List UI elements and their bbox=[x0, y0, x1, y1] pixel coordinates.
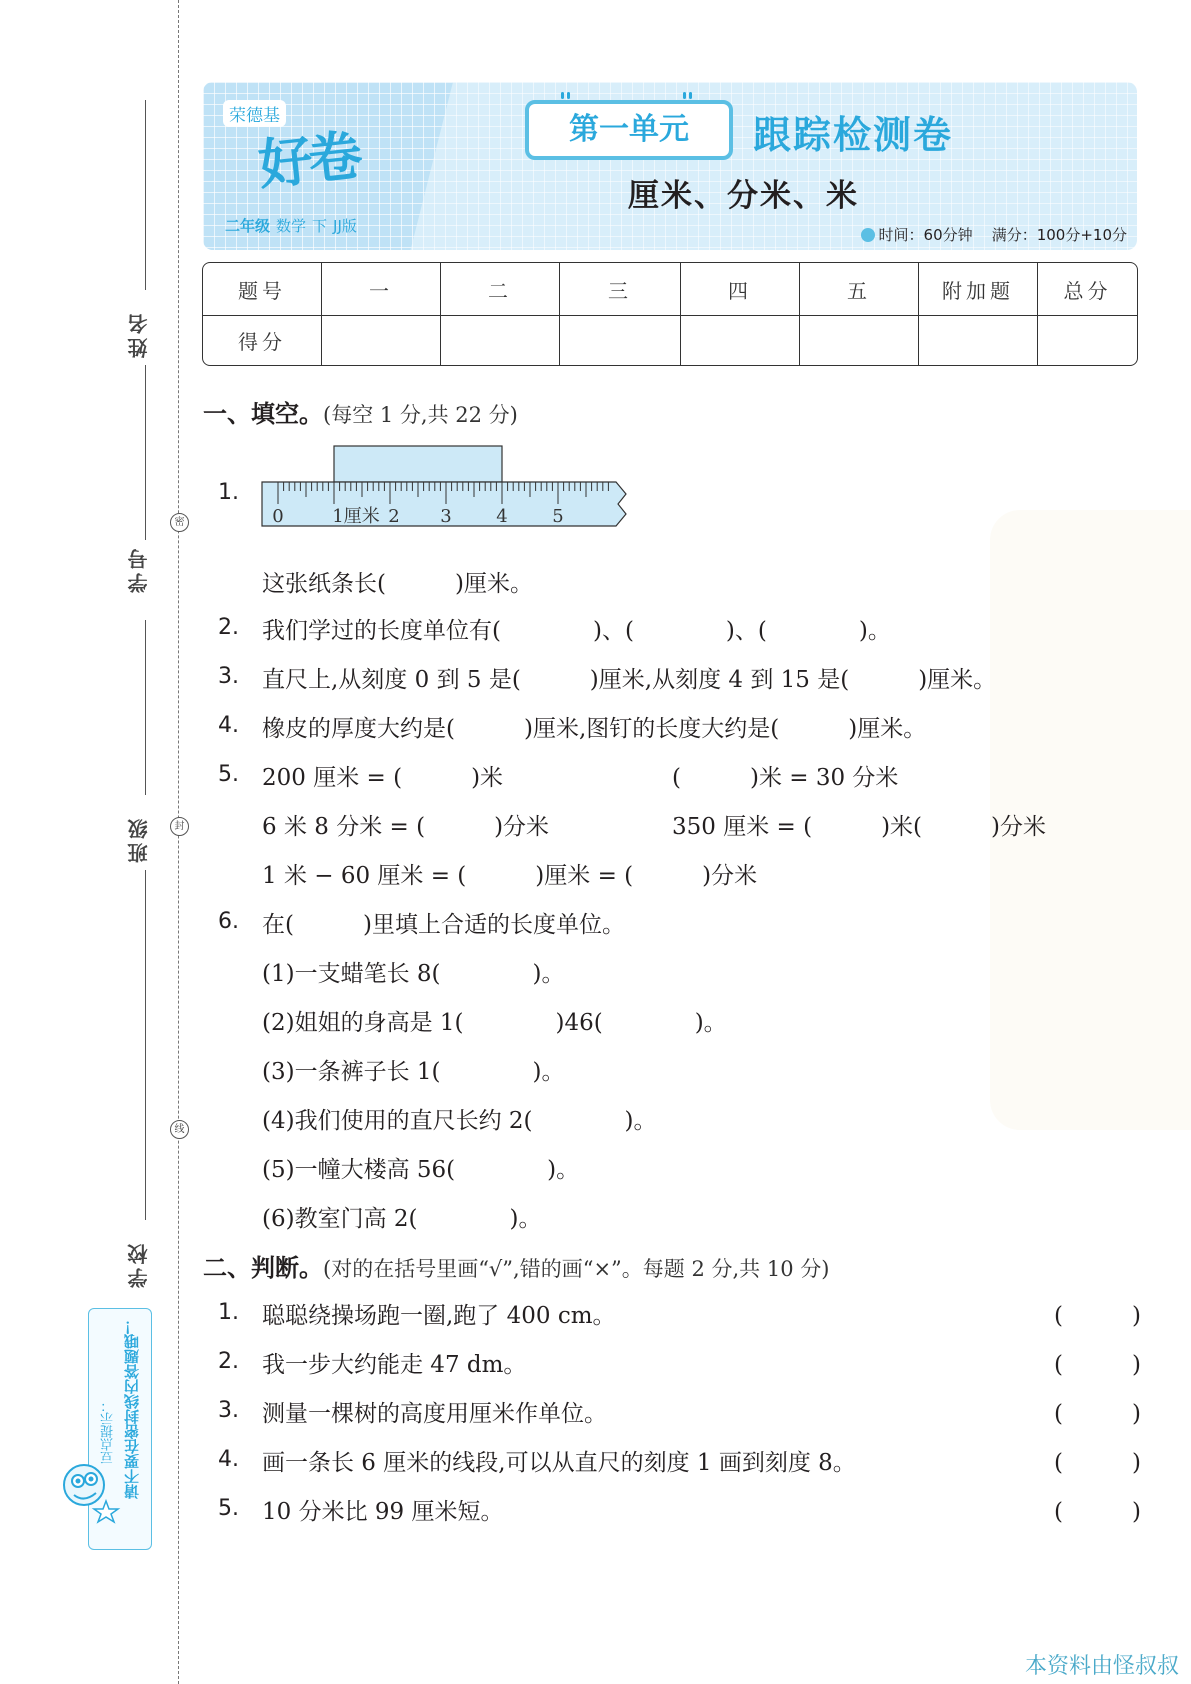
header-cell: 附加题 bbox=[919, 263, 1038, 316]
score-cell[interactable] bbox=[560, 316, 681, 365]
brand-name: 荣德基 bbox=[223, 100, 286, 127]
section-2-note: (对的在括号里画“√”,错的画“×”。每题 2 分,共 10 分) bbox=[323, 1257, 830, 1281]
class-field-line bbox=[145, 620, 146, 795]
q6-item-1: (1)一支蜡笔长 8( )。 bbox=[262, 961, 565, 987]
section-1-heading bbox=[203, 394, 518, 429]
ruler-label-3: 3 bbox=[440, 506, 452, 527]
seal-line bbox=[178, 0, 179, 1684]
class-field-label: 班级 bbox=[127, 815, 151, 863]
student-id-field-line bbox=[145, 365, 146, 540]
ruler-label-2: 2 bbox=[388, 506, 400, 527]
q6-item-5: (5)一幢大楼高 56( )。 bbox=[262, 1157, 580, 1183]
header-cell: 四 bbox=[681, 263, 800, 316]
score-cell[interactable] bbox=[441, 316, 560, 365]
q5-part-e: 1 米 − 60 厘米 = ( )厘米 = ( )分米 bbox=[262, 863, 758, 889]
q1-number: 1. bbox=[218, 480, 239, 505]
header-cell: 二 bbox=[441, 263, 560, 316]
q6-item-3: (3)一条裤子长 1( )。 bbox=[262, 1059, 565, 1085]
mascot-icon bbox=[56, 1455, 126, 1525]
grade-info bbox=[225, 215, 363, 236]
judge-3-answer[interactable]: ( ) bbox=[1054, 1401, 1141, 1427]
score-cell[interactable] bbox=[681, 316, 800, 365]
q2-number: 2. bbox=[218, 615, 239, 640]
section-1-note: (每空 1 分,共 22 分) bbox=[323, 403, 518, 427]
score-table bbox=[202, 262, 1138, 366]
q6-text: 在( )里填上合适的长度单位。 bbox=[262, 912, 625, 938]
unit-text: 第一单元 bbox=[569, 112, 689, 147]
score-cell[interactable] bbox=[1038, 316, 1137, 365]
seal-feng-icon: 封 bbox=[170, 817, 189, 836]
tip-title: 豆点提示： bbox=[101, 1399, 116, 1464]
section-2-title: 二、判断。 bbox=[203, 1254, 323, 1282]
q1-text: 这张纸条长( )厘米。 bbox=[262, 571, 533, 597]
tip-text: 请不要在密封线内答题哦！ bbox=[123, 1319, 141, 1499]
full-score: 满分：100分+10分 bbox=[991, 226, 1127, 244]
footer-watermark: 本资料由怪叔叔 bbox=[1024, 1654, 1179, 1679]
ruler-diagram bbox=[260, 444, 632, 540]
q6-item-2: (2)姐姐的身高是 1( )46( )。 bbox=[262, 1010, 727, 1036]
judge-1-text: 聪聪绕操场跑一圈,跑了 400 cm。 bbox=[262, 1303, 616, 1329]
name-field-line bbox=[145, 100, 146, 290]
header-cell: 总分 bbox=[1038, 263, 1137, 316]
judge-5-number: 5. bbox=[218, 1496, 239, 1521]
q3-number: 3. bbox=[218, 664, 239, 689]
seal-xian-icon: 线 bbox=[170, 1120, 189, 1139]
q2-text: 我们学过的长度单位有( )、( )、( )。 bbox=[262, 618, 891, 644]
brand-logo: 好卷 bbox=[255, 123, 362, 198]
q6-item-4: (4)我们使用的直尺长约 2( )。 bbox=[262, 1108, 657, 1134]
grade-edition: JJ版 bbox=[333, 217, 357, 235]
q6-item-6: (6)教室门高 2( )。 bbox=[262, 1206, 542, 1232]
q3-text: 直尺上,从刻度 0 到 5 是( )厘米,从刻度 4 到 15 是( )厘米。 bbox=[262, 667, 997, 693]
q5-part-c: 6 米 8 分米 = ( )分米 bbox=[262, 814, 550, 840]
grade-level: 二年级 bbox=[225, 217, 271, 235]
q5-number: 5. bbox=[218, 762, 239, 787]
score-cell[interactable] bbox=[322, 316, 441, 365]
q5-part-d: 350 厘米 = ( )米( )分米 bbox=[672, 814, 1046, 840]
score-table-header-row bbox=[203, 263, 1137, 316]
test-subtitle: 厘米、分米、米 bbox=[628, 178, 859, 214]
score-table-score-row bbox=[203, 316, 1137, 365]
clock-icon bbox=[861, 228, 875, 242]
grade-subject: 数学 bbox=[276, 217, 307, 235]
score-cell[interactable] bbox=[919, 316, 1038, 365]
q4-number: 4. bbox=[218, 713, 239, 738]
judge-4-number: 4. bbox=[218, 1447, 239, 1472]
header-cell: 一 bbox=[322, 263, 441, 316]
judge-5-text: 10 分米比 99 厘米短。 bbox=[262, 1499, 504, 1525]
q4-text: 橡皮的厚度大约是( )厘米,图钉的长度大约是( )厘米。 bbox=[262, 716, 927, 742]
judge-1-number: 1. bbox=[218, 1300, 239, 1325]
header-cell: 五 bbox=[800, 263, 919, 316]
school-field-line bbox=[145, 870, 146, 1220]
name-field-label: 姓名 bbox=[127, 310, 151, 358]
ruler-label-0: 0 bbox=[272, 506, 284, 527]
test-title: 跟踪检测卷 bbox=[753, 112, 954, 157]
q6-number: 6. bbox=[218, 909, 239, 934]
judge-3-text: 测量一棵树的高度用厘米作单位。 bbox=[262, 1401, 607, 1427]
judge-5-answer[interactable]: ( ) bbox=[1054, 1499, 1141, 1525]
school-field-label: 学校 bbox=[127, 1240, 151, 1288]
grade-term: 下 bbox=[312, 217, 328, 235]
header-cell: 三 bbox=[560, 263, 681, 316]
judge-2-text: 我一步大约能走 47 dm。 bbox=[262, 1352, 527, 1378]
q5-part-b: ( )米 = 30 分米 bbox=[672, 765, 899, 791]
judge-1-answer[interactable]: ( ) bbox=[1054, 1303, 1141, 1329]
section-2-heading bbox=[203, 1248, 829, 1283]
q5-part-a: 200 厘米 = ( )米 bbox=[262, 765, 504, 791]
ruler-label-4: 4 bbox=[496, 506, 508, 527]
score-cell[interactable] bbox=[800, 316, 919, 365]
unit-label bbox=[525, 100, 733, 160]
seal-mi-icon: 密 bbox=[170, 513, 189, 532]
judge-4-text: 画一条长 6 厘米的线段,可以从直尺的刻度 1 画到刻度 8。 bbox=[262, 1450, 856, 1476]
test-meta bbox=[861, 224, 1127, 245]
judge-2-number: 2. bbox=[218, 1349, 239, 1374]
judge-3-number: 3. bbox=[218, 1398, 239, 1423]
judge-2-answer[interactable]: ( ) bbox=[1054, 1352, 1141, 1378]
unit-decoration-icon bbox=[559, 92, 699, 102]
ruler-label-1: 1厘米 bbox=[332, 506, 380, 527]
time-limit: 时间：60分钟 bbox=[878, 226, 973, 244]
header-banner bbox=[203, 82, 1137, 250]
student-id-field-label: 学号 bbox=[127, 545, 151, 593]
row-label: 得分 bbox=[203, 316, 322, 365]
paper-strip bbox=[334, 446, 502, 482]
section-1-title: 一、填空。 bbox=[203, 400, 323, 428]
header-cell: 题号 bbox=[203, 263, 322, 316]
ruler-label-5: 5 bbox=[552, 506, 564, 527]
judge-4-answer[interactable]: ( ) bbox=[1054, 1450, 1141, 1476]
